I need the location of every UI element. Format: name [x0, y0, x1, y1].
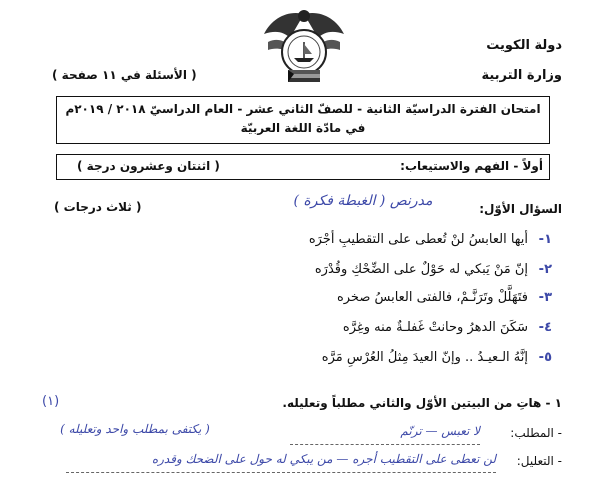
verse-number: ٤- [538, 320, 552, 335]
question1-label: السؤال الأوّل: [479, 202, 562, 216]
verse-line [343, 320, 552, 335]
verse-text: سَكَنَ الدهرُ وحانتْ غَفلـةٌ منه وغِرَّه [342, 320, 528, 335]
verse-text: إنَّهُ الـعيـدُ .. وإنّ العيدَ مِثلُ العُرْسِ مَرَّه [321, 350, 528, 365]
verse-text: إنّ مَنْ يَبكي له حَوْلٌ على الضِّحْكِ وقُدْرَه [314, 262, 528, 277]
verse-line [315, 262, 552, 277]
section-title: أولاً - الفهم والاستيعاب: [400, 159, 543, 173]
handwritten-note: ( يكتفى بمطلب واحد وتعليله ) [60, 422, 210, 436]
requirement-answer: لا تعبس — ترنّم [290, 420, 480, 445]
verse-number: ٢- [538, 262, 552, 277]
reason-answer: لن تعطى على التقطيب أجره — من يبكي له حول على الضحك وقدره [66, 448, 496, 473]
exam-title-box [56, 96, 550, 144]
pages-note: ( الأسئلة في ١١ صفحة ) [52, 68, 197, 82]
handwritten-title: مدرنص ( الغبطة فكرة ) [293, 193, 433, 209]
country-name: دولة الكويت [486, 38, 562, 53]
verse-number: ٥- [538, 350, 552, 365]
verse-text: أيها العابسُ لنْ تُعطى على التقطيبِ أجْرَه [308, 232, 528, 247]
sub-question-text: ١ - هاتِ من البيتين الأوّل والثاني مطلباً وتعليله. [282, 396, 562, 410]
exam-title-line1: امتحان الفترة الدراسيّة الثانية - للصفّ الثاني عشر - العام الدراسيّ ٢٠١٨ / ٢٠١٩م [65, 102, 541, 116]
ministry-name: وزارة التربية [481, 68, 562, 83]
reason-label: - التعليل: [516, 454, 562, 468]
verse-text: فتَهَلَّلْ وتَرَنَّـمْ، فالفتى العابسُ صخره [336, 290, 528, 305]
sub-question-mark: (١) [42, 394, 60, 409]
verse-number: ٣- [538, 290, 552, 305]
exam-title-line2: في مادّة اللغة العربيّة [240, 121, 366, 135]
question1-marks: ( ثلاث درجات ) [54, 200, 142, 214]
verse-line [309, 232, 552, 247]
section-marks: ( اثنتان وعشرون درجة ) [77, 159, 220, 173]
section-header-box [56, 154, 550, 180]
verse-line [337, 290, 552, 305]
requirement-label: - المطلب: [510, 426, 562, 440]
verse-number: ١- [538, 232, 552, 247]
kuwait-emblem [258, 4, 350, 90]
verse-line [322, 350, 552, 365]
